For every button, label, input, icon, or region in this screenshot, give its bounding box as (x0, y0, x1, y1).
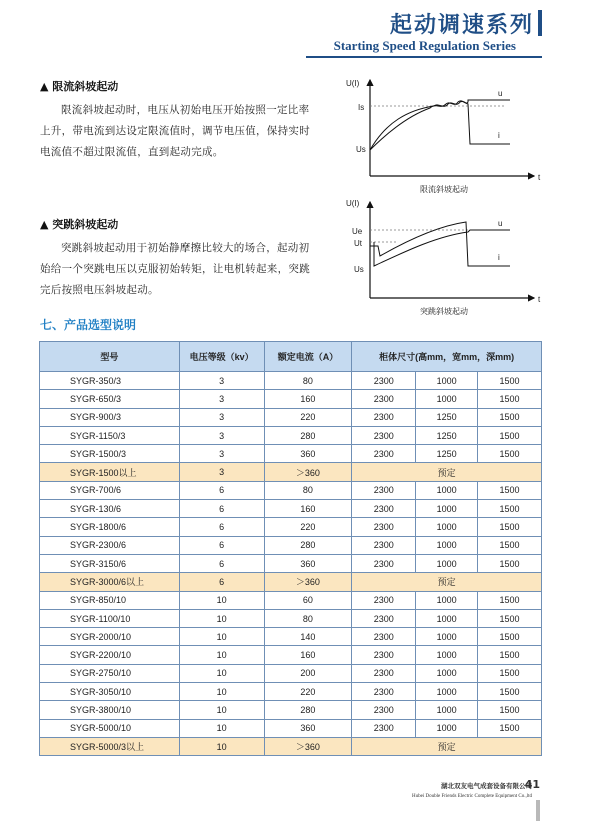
cell-voltage: 6 (179, 481, 264, 499)
cell-height: 2300 (352, 719, 416, 737)
cell-height: 2300 (352, 554, 416, 572)
cell-depth: 1500 (478, 445, 542, 463)
cell-depth: 1500 (478, 372, 542, 390)
current-curve (370, 101, 510, 150)
cell-custom-order: 预定 (352, 573, 542, 591)
cell-current: 80 (264, 372, 352, 390)
cell-current: 360 (264, 554, 352, 572)
cell-current: 220 (264, 518, 352, 536)
u-curve-label: u (498, 89, 503, 98)
table-row (40, 554, 542, 572)
cell-depth: 1500 (478, 536, 542, 554)
cell-model: SYGR-1500以上 (40, 463, 180, 481)
cell-voltage: 10 (179, 737, 264, 755)
cell-model: SYGR-5000/10 (40, 719, 180, 737)
kick-ramp-diagram (338, 196, 548, 306)
cell-model: SYGR-2200/10 (40, 646, 180, 664)
table-row (40, 646, 542, 664)
kick-ramp-caption: 突跳斜坡起动 (420, 307, 468, 316)
cell-depth: 1500 (478, 408, 542, 426)
table-row (40, 500, 542, 518)
x-axis-label: t (538, 173, 541, 182)
column-header-current: 额定电流（A） (264, 342, 352, 372)
cell-width: 1000 (416, 701, 478, 719)
cell-voltage: 3 (179, 463, 264, 481)
cell-depth: 1500 (478, 683, 542, 701)
cell-current: 280 (264, 536, 352, 554)
cell-width: 1000 (416, 646, 478, 664)
cell-model: SYGR-650/3 (40, 390, 180, 408)
table-row (40, 390, 542, 408)
cell-current: 280 (264, 426, 352, 444)
cell-model: SYGR-3150/6 (40, 554, 180, 572)
cell-current: 160 (264, 500, 352, 518)
cell-depth: 1500 (478, 500, 542, 518)
cell-voltage: 10 (179, 628, 264, 646)
cell-model: SYGR-3000/6以上 (40, 573, 180, 591)
cell-depth: 1500 (478, 591, 542, 609)
current-limit-ramp-diagram (338, 74, 548, 184)
cell-voltage: 3 (179, 408, 264, 426)
cell-height: 2300 (352, 445, 416, 463)
ue-label: Ue (352, 227, 363, 236)
cell-width: 1000 (416, 719, 478, 737)
footer-company-name-en: Hubei Double Friends Electric Complete Equipment Co.,ltd (412, 794, 532, 799)
section-title: ▲ 突跳斜坡起动 (40, 218, 119, 231)
section-kick-ramp (40, 216, 318, 301)
cell-height: 2300 (352, 372, 416, 390)
cell-height: 2300 (352, 536, 416, 554)
column-header-dimensions: 柜体尺寸(高mm，宽mm，深mm) (352, 342, 542, 372)
header-divider (306, 56, 542, 58)
cell-height: 2300 (352, 646, 416, 664)
cell-current: 80 (264, 609, 352, 627)
cell-depth: 1500 (478, 646, 542, 664)
cell-width: 1000 (416, 536, 478, 554)
cell-model: SYGR-900/3 (40, 408, 180, 426)
table-row (40, 719, 542, 737)
table-row (40, 701, 542, 719)
cell-voltage: 10 (179, 683, 264, 701)
table-row (40, 737, 542, 755)
cell-height: 2300 (352, 481, 416, 499)
y-axis-label: U(I) (346, 79, 360, 88)
cell-voltage: 6 (179, 518, 264, 536)
cell-voltage: 6 (179, 500, 264, 518)
cell-height: 2300 (352, 701, 416, 719)
cell-depth: 1500 (478, 664, 542, 682)
product-spec-table (39, 341, 542, 756)
cell-current: ＞360 (264, 737, 352, 755)
section-current-limit-ramp (40, 78, 318, 163)
cell-custom-order: 预定 (352, 737, 542, 755)
column-header-model: 型号 (40, 342, 180, 372)
cell-voltage: 6 (179, 554, 264, 572)
cell-model: SYGR-1100/10 (40, 609, 180, 627)
cell-height: 2300 (352, 609, 416, 627)
cell-voltage: 10 (179, 591, 264, 609)
cell-model: SYGR-850/10 (40, 591, 180, 609)
cell-height: 2300 (352, 426, 416, 444)
cell-depth: 1500 (478, 518, 542, 536)
cell-current: 160 (264, 646, 352, 664)
cell-model: SYGR-2000/10 (40, 628, 180, 646)
cell-model: SYGR-3050/10 (40, 683, 180, 701)
cell-current: 220 (264, 408, 352, 426)
cell-depth: 1500 (478, 628, 542, 646)
cell-current: 60 (264, 591, 352, 609)
ut-label: Ut (354, 239, 362, 248)
cell-current: 140 (264, 628, 352, 646)
current-limit-ramp-caption: 限流斜坡起动 (420, 185, 468, 194)
cell-height: 2300 (352, 591, 416, 609)
section-body: 突跳斜坡起动用于初始静摩擦比较大的场合，起动初始给一个突跳电压以克服初始转矩，让电机转起来，突跳完后按照电压斜坡起动。 (40, 242, 310, 296)
cell-width: 1000 (416, 481, 478, 499)
page-series-subtitle: Starting Speed Regulation Series (333, 38, 516, 53)
cell-current: ＞360 (264, 573, 352, 591)
cell-height: 2300 (352, 390, 416, 408)
cell-model: SYGR-1150/3 (40, 426, 180, 444)
us-label: Us (354, 265, 364, 274)
cell-current: 280 (264, 701, 352, 719)
table-row (40, 609, 542, 627)
table-row (40, 683, 542, 701)
table-row (40, 408, 542, 426)
cell-depth: 1500 (478, 719, 542, 737)
cell-voltage: 10 (179, 609, 264, 627)
cell-voltage: 3 (179, 426, 264, 444)
cell-height: 2300 (352, 500, 416, 518)
cell-voltage: 10 (179, 646, 264, 664)
cell-width: 1250 (416, 408, 478, 426)
i-curve-label: i (498, 131, 500, 140)
section-body: 限流斜坡起动时，电压从初始电压开始按照一定比率上升，带电流到达设定限流值时，调节电压值，保持实时电流值不超过限流值，直到起动完成。 (40, 104, 310, 158)
cell-height: 2300 (352, 664, 416, 682)
cell-model: SYGR-130/6 (40, 500, 180, 518)
cell-current: 200 (264, 664, 352, 682)
cell-depth: 1500 (478, 701, 542, 719)
x-axis-label: t (538, 295, 541, 304)
cell-model: SYGR-350/3 (40, 372, 180, 390)
cell-voltage: 6 (179, 573, 264, 591)
page-number: 41 (524, 778, 540, 791)
cell-current: 160 (264, 390, 352, 408)
cell-voltage: 3 (179, 445, 264, 463)
table-row (40, 536, 542, 554)
cell-width: 1000 (416, 372, 478, 390)
cell-width: 1000 (416, 518, 478, 536)
cell-height: 2300 (352, 518, 416, 536)
table-row (40, 518, 542, 536)
cell-voltage: 3 (179, 372, 264, 390)
cell-width: 1000 (416, 554, 478, 572)
table-row (40, 664, 542, 682)
footer-accent-bar (536, 800, 540, 821)
cell-custom-order: 预定 (352, 463, 542, 481)
cell-height: 2300 (352, 683, 416, 701)
table-header-row (40, 342, 542, 372)
is-label: Is (358, 103, 365, 112)
cell-depth: 1500 (478, 426, 542, 444)
cell-voltage: 3 (179, 390, 264, 408)
page-series-title: 起动调速系列 (389, 13, 534, 38)
table-row (40, 591, 542, 609)
cell-width: 1000 (416, 500, 478, 518)
cell-voltage: 10 (179, 664, 264, 682)
cell-depth: 1500 (478, 554, 542, 572)
cell-model: SYGR-1500/3 (40, 445, 180, 463)
u-curve-label: u (498, 219, 503, 228)
cell-width: 1000 (416, 591, 478, 609)
table-row (40, 445, 542, 463)
cell-voltage: 10 (179, 701, 264, 719)
y-axis-label: U(I) (346, 199, 360, 208)
cell-current: 360 (264, 719, 352, 737)
table-row (40, 628, 542, 646)
cell-model: SYGR-5000/3以上 (40, 737, 180, 755)
cell-width: 1000 (416, 683, 478, 701)
footer-company-name: 湖北双友电气成套设备有限公司 (441, 782, 532, 790)
cell-voltage: 10 (179, 719, 264, 737)
product-selection-heading: 七、产品选型说明 (40, 318, 137, 332)
cell-voltage: 6 (179, 536, 264, 554)
cell-current: 80 (264, 481, 352, 499)
cell-depth: 1500 (478, 390, 542, 408)
cell-width: 1250 (416, 426, 478, 444)
cell-width: 1000 (416, 664, 478, 682)
cell-width: 1000 (416, 609, 478, 627)
cell-width: 1250 (416, 445, 478, 463)
cell-width: 1000 (416, 390, 478, 408)
i-curve-label: i (498, 253, 500, 262)
us-label: Us (356, 145, 366, 154)
cell-current: ＞360 (264, 463, 352, 481)
section-title: ▲ 限流斜坡起动 (40, 80, 119, 93)
cell-depth: 1500 (478, 609, 542, 627)
table-row (40, 481, 542, 499)
table-row (40, 426, 542, 444)
header-accent-bar (538, 10, 542, 36)
cell-depth: 1500 (478, 481, 542, 499)
cell-height: 2300 (352, 628, 416, 646)
cell-current: 360 (264, 445, 352, 463)
cell-model: SYGR-2750/10 (40, 664, 180, 682)
cell-model: SYGR-700/6 (40, 481, 180, 499)
column-header-voltage: 电压等级（kv） (179, 342, 264, 372)
cell-model: SYGR-2300/6 (40, 536, 180, 554)
current-curve (370, 222, 510, 266)
table-row (40, 463, 542, 481)
cell-width: 1000 (416, 628, 478, 646)
cell-model: SYGR-3800/10 (40, 701, 180, 719)
cell-model: SYGR-1800/6 (40, 518, 180, 536)
cell-current: 220 (264, 683, 352, 701)
table-row (40, 372, 542, 390)
table-row (40, 573, 542, 591)
cell-height: 2300 (352, 408, 416, 426)
